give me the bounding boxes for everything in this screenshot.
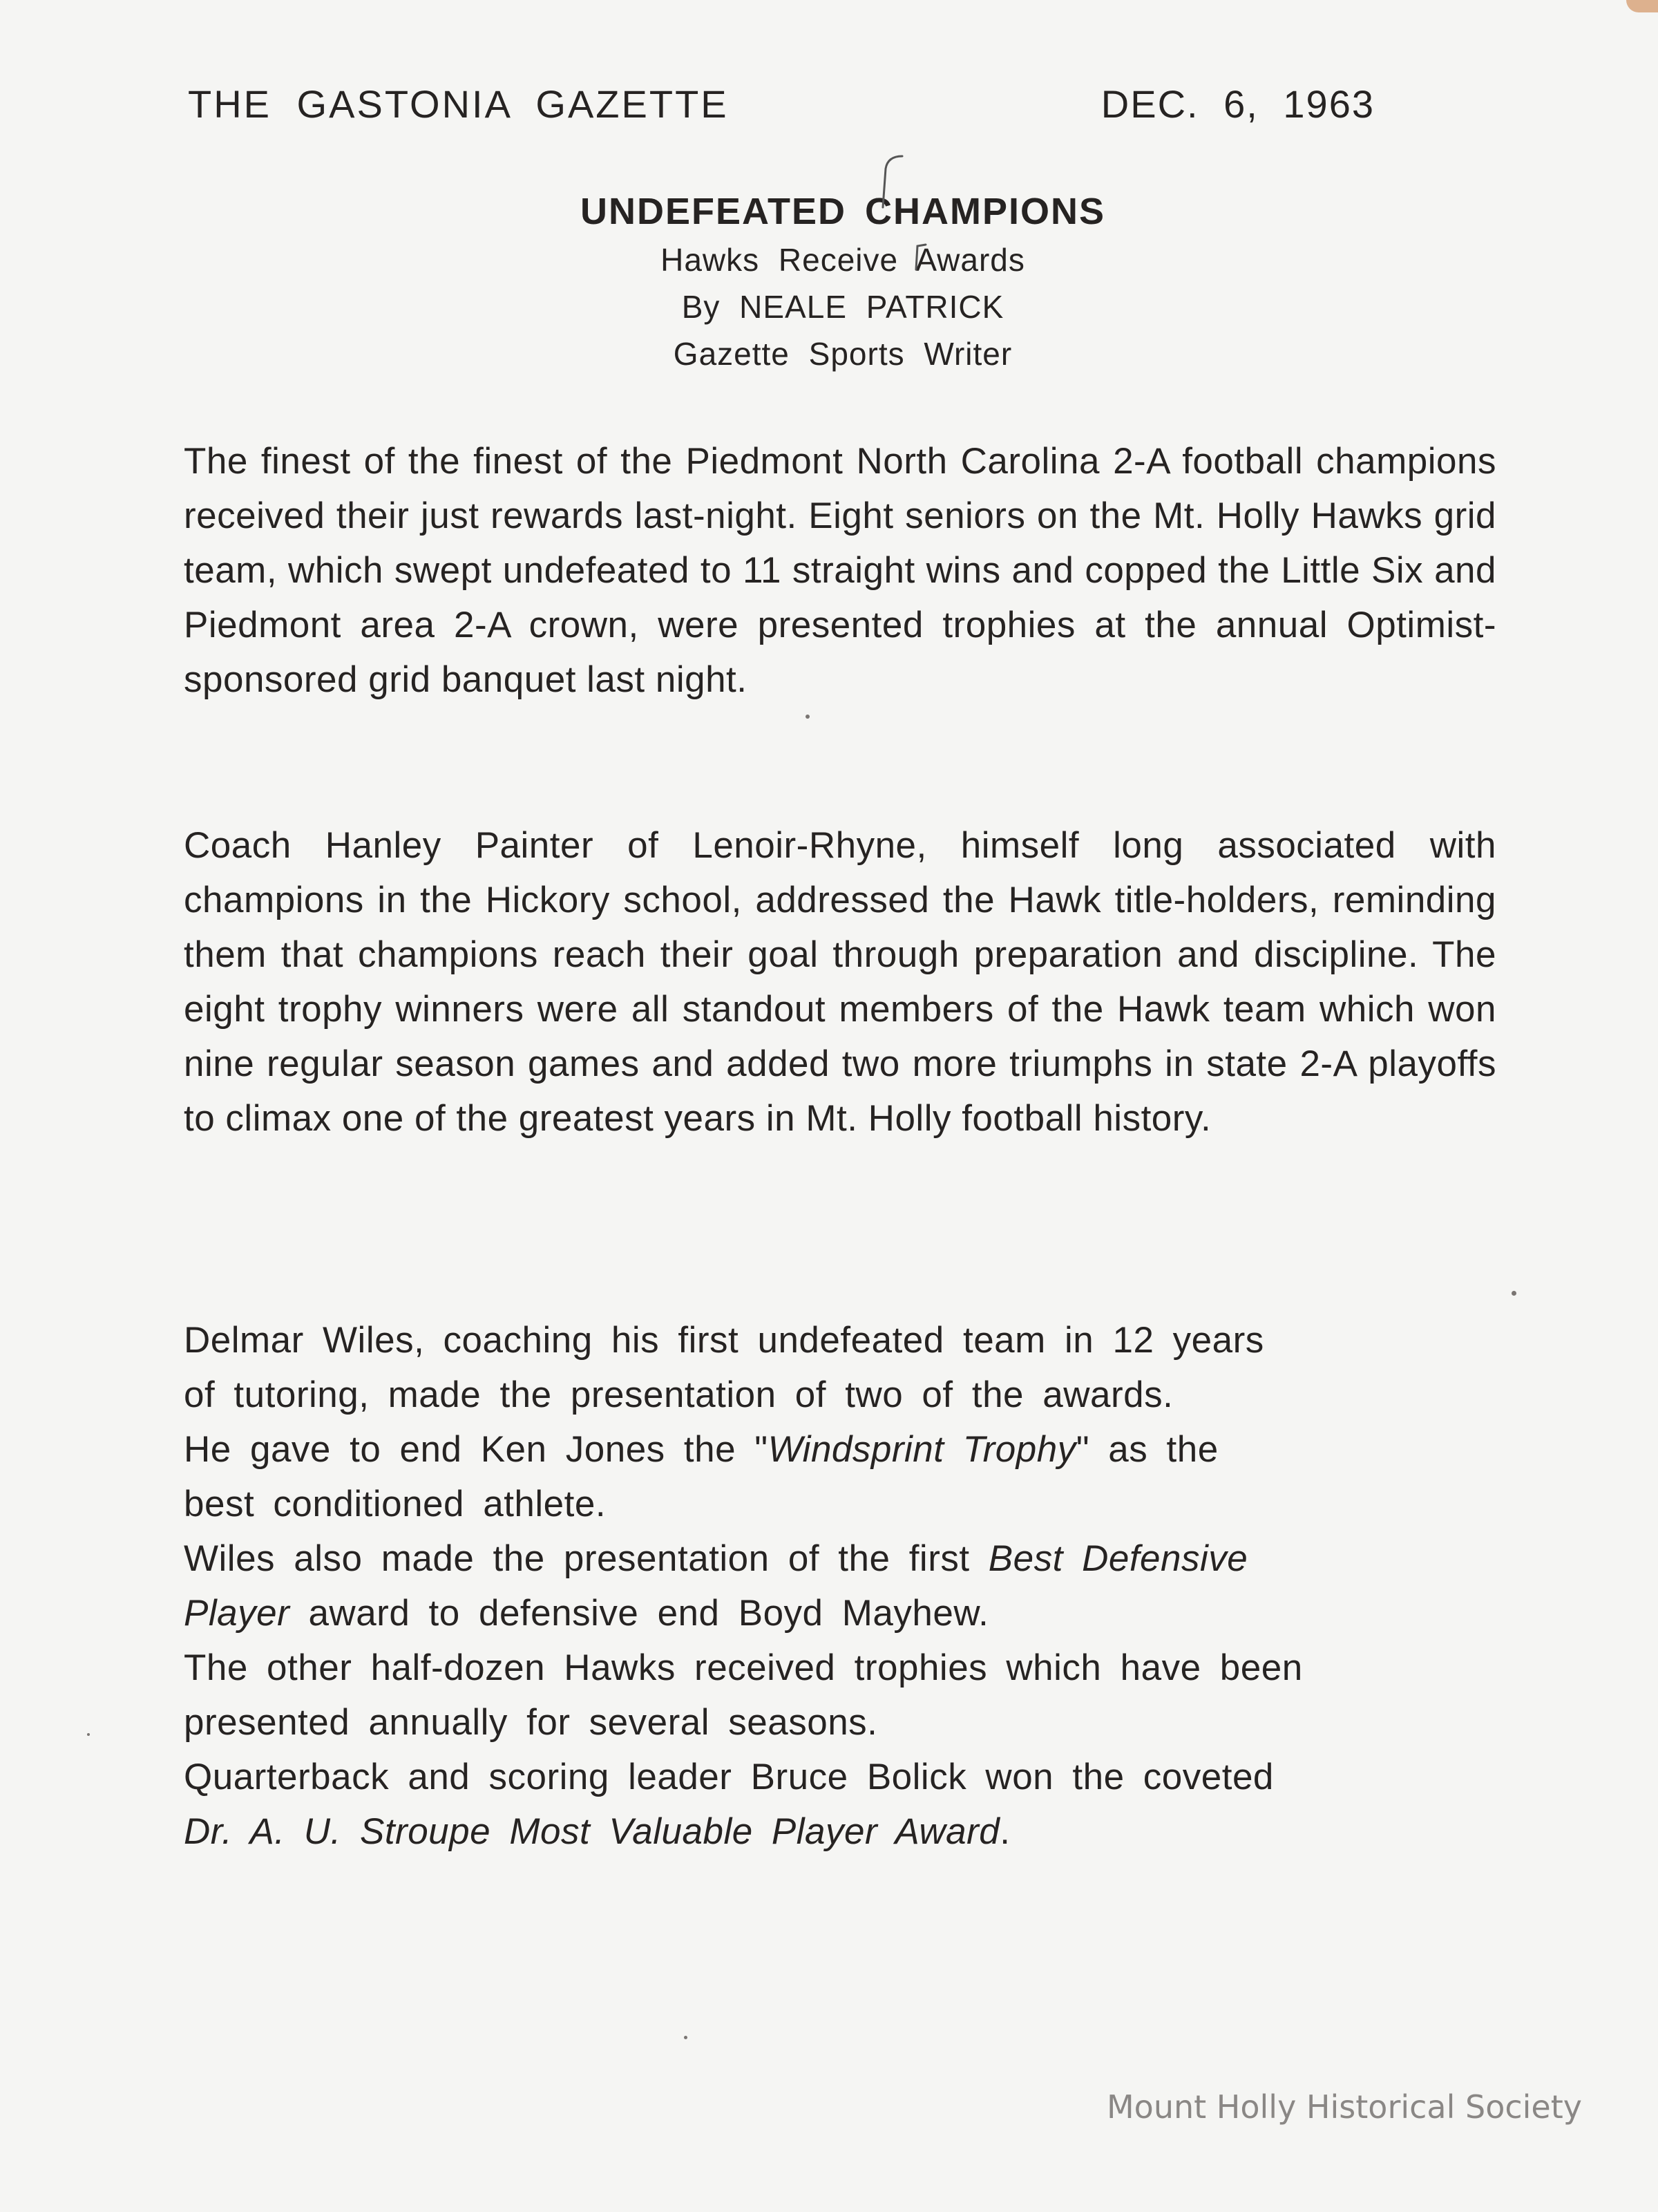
line-text: " as the [1076, 1429, 1219, 1470]
pen-mark [911, 242, 931, 276]
paragraph-3-line [184, 1422, 1448, 1477]
paragraph-3-line: of tutoring, made the presentation of two of the awards. [184, 1374, 1174, 1415]
mvp-award-name: Dr. A. U. Stroupe Most Valuable Player Award [184, 1811, 1000, 1852]
article-paragraph-1 [184, 434, 1496, 707]
pen-mark [872, 153, 913, 216]
defensive-award-name: Best Defensive [988, 1538, 1248, 1579]
article-title-block [0, 187, 1658, 377]
publication-name: THE GASTONIA GAZETTE [188, 82, 729, 126]
paragraph-2-text: Coach Hanley Painter of Lenoir-Rhyne, himself long associated with champions in the Hickory school, addressed the Hawk title-holders, reminding them that champions reach their goal through preparation and discipline. The eight trophy winners were all standout members of the Hawk team which won nine regular season games and added two more triumphs in state 2-A playoffs to climax one of the greatest years in Mt. Holly football history. [184, 825, 1496, 1139]
defensive-award-name-cont: Player [184, 1593, 290, 1634]
article-paragraph-2 [184, 818, 1496, 1146]
speck [806, 715, 810, 719]
paragraph-3-line: presented annually for several seasons. [184, 1702, 878, 1743]
paper-stain [1626, 0, 1658, 12]
windsprint-trophy-name: Windsprint Trophy [768, 1429, 1076, 1470]
paragraph-3-line: best conditioned athlete. [184, 1484, 607, 1524]
paragraph-3-line [184, 1586, 1448, 1641]
line-text: He gave to end Ken Jones the " [184, 1429, 768, 1470]
publication-date: DEC. 6, 1963 [1100, 82, 1375, 126]
paragraph-3-line: The other half-dozen Hawks received trophies which have been [184, 1647, 1303, 1688]
article-author-role: Gazette Sports Writer [673, 336, 1013, 372]
paragraph-3-line [184, 1531, 1448, 1586]
historical-society-watermark: Mount Holly Historical Society [1106, 2088, 1582, 2126]
paragraph-3-line: Quarterback and scoring leader Bruce Bolick won the coveted [184, 1757, 1274, 1797]
article-paragraph-3 [184, 1313, 1448, 1859]
speck [1512, 1291, 1516, 1296]
paragraph-3-line [184, 1804, 1448, 1859]
line-text: . [1000, 1811, 1011, 1852]
line-text: Wiles also made the presentation of the first [184, 1538, 989, 1579]
article-byline: By NEALE PATRICK [681, 289, 1004, 325]
speck [87, 1733, 90, 1736]
article-headline: UNDEFEATED CHAMPIONS [580, 191, 1105, 232]
paragraph-3-line: Delmar Wiles, coaching his first undefeated team in 12 years [184, 1320, 1264, 1361]
article-subhead: Hawks Receive Awards [660, 242, 1025, 278]
paragraph-1-text: The finest of the finest of the Piedmont North Carolina 2-A football champions received their just rewards last-night. Eight seniors on the Mt. Holly Hawks grid team, which swept undefeated to 11 straight wins and copped the Little Six and Piedmont area 2-A crown, were presented trophies at the annual Optimist-sponsored grid banquet last night. [184, 441, 1496, 700]
line-text: award to defensive end Boyd Mayhew. [289, 1593, 989, 1634]
speck [684, 2036, 687, 2039]
